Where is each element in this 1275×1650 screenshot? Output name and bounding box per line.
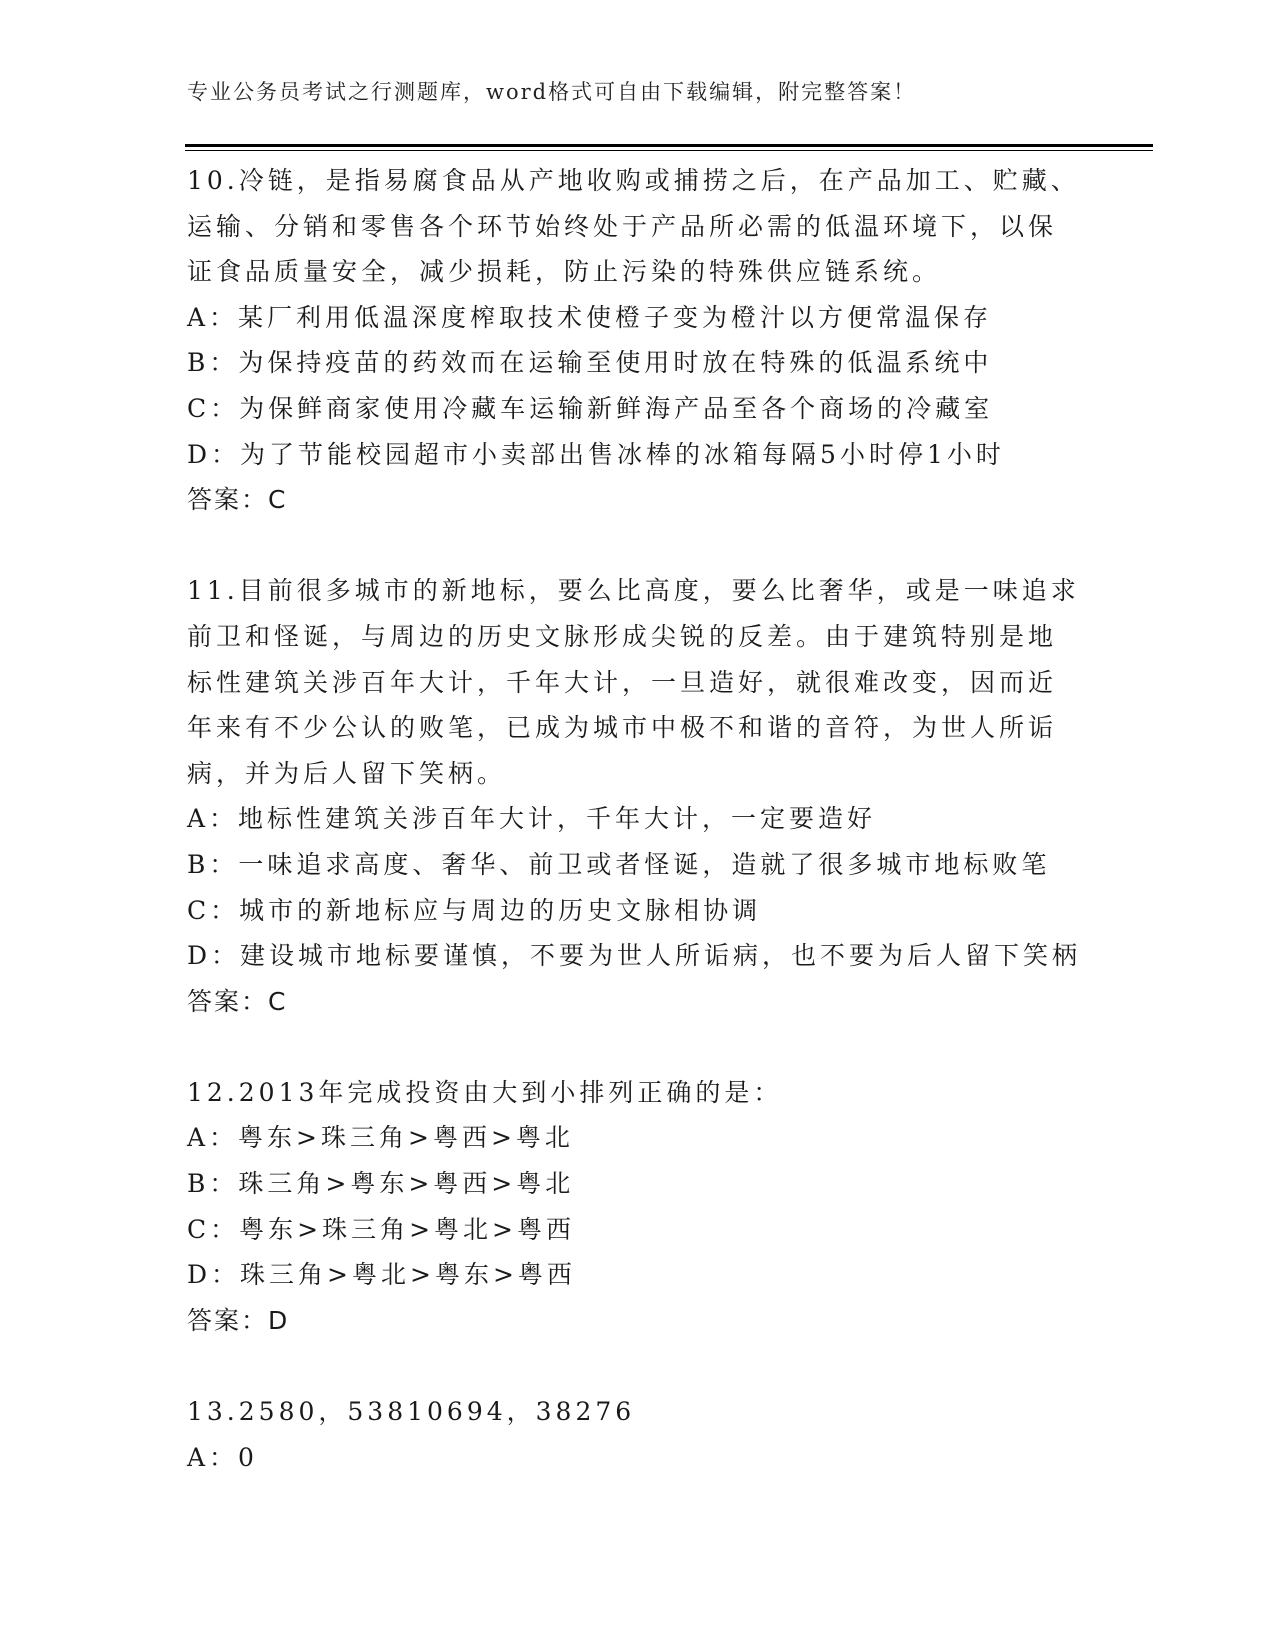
- header-rule-thick: [185, 144, 1153, 147]
- question-stem-line: 病，并为后人留下笑柄。: [187, 758, 507, 788]
- option-a: A：0: [187, 1442, 258, 1472]
- question-stem-line: 11.目前很多城市的新地标，要么比高度，要么比奢华，或是一味追求: [187, 576, 1080, 606]
- answer: 答案：C: [187, 986, 288, 1016]
- answer: 答案：D: [187, 1305, 290, 1335]
- question-stem-line: 标性建筑关涉百年大计，千年大计，一旦造好，就很难改变，因而近: [187, 667, 1058, 697]
- header-rule-thin: [185, 150, 1153, 151]
- spacer: [187, 523, 1087, 569]
- option-c: C：城市的新地标应与周边的历史文脉相协调: [187, 895, 762, 925]
- option-d: D：为了节能校园超市小卖部出售冰棒的冰箱每隔5小时停1小时: [187, 439, 1005, 469]
- option-a: A：粤东>珠三角>粤西>粤北: [187, 1123, 574, 1153]
- option-b: B：珠三角>粤东>粤西>粤北: [187, 1169, 575, 1199]
- option-d: D：建设城市地标要谨慎，不要为世人所诟病，也不要为后人留下笑柄: [187, 941, 1082, 971]
- spacer: [187, 1343, 1087, 1389]
- question-stem-line: 证食品质量安全，减少损耗，防止污染的特殊供应链系统。: [187, 257, 942, 287]
- question-12: [187, 1070, 1087, 1344]
- option-b: B：一味追求高度、奢华、前卫或者怪诞，造就了很多城市地标败笔: [187, 849, 1051, 879]
- option-a: A：某厂利用低温深度榨取技术使橙子变为橙汁以方便常温保存: [187, 302, 993, 332]
- question-13: [187, 1389, 1087, 1480]
- question-stem-line: 运输、分销和零售各个环节始终处于产品所必需的低温环境下，以保: [187, 211, 1058, 241]
- question-stem-line: 10.冷链，是指易腐食品从产地收购或捕捞之后，在产品加工、贮藏、: [187, 166, 1080, 195]
- option-c: C：粤东>珠三角>粤北>粤西: [187, 1214, 575, 1244]
- page-header: 专业公务员考试之行测题库，word格式可自由下载编辑，附完整答案！: [187, 80, 917, 104]
- question-list: [187, 158, 1087, 1480]
- question-stem-line: 13.2580，53810694，38276: [187, 1397, 636, 1427]
- question-stem-line: 12.2013年完成投资由大到小排列正确的是：: [187, 1077, 783, 1107]
- option-a: A：地标性建筑关涉百年大计，千年大计，一定要造好: [187, 804, 877, 834]
- question-10: [187, 158, 1087, 523]
- answer: 答案：C: [187, 485, 288, 515]
- question-stem-line: 年来有不少公认的败笔，已成为城市中极不和谐的音符，为世人所诟: [187, 713, 1058, 743]
- option-c: C：为保鲜商家使用冷藏车运输新鲜海产品至各个商场的冷藏室: [187, 393, 994, 423]
- option-d: D：珠三角>粤北>粤东>粤西: [187, 1260, 576, 1290]
- spacer: [187, 1024, 1087, 1070]
- question-11: [187, 568, 1087, 1024]
- option-b: B：为保持疫苗的药效而在运输至使用时放在特殊的低温系统中: [187, 348, 993, 378]
- question-stem-line: 前卫和怪诞，与周边的历史文脉形成尖锐的反差。由于建筑特别是地: [187, 621, 1058, 651]
